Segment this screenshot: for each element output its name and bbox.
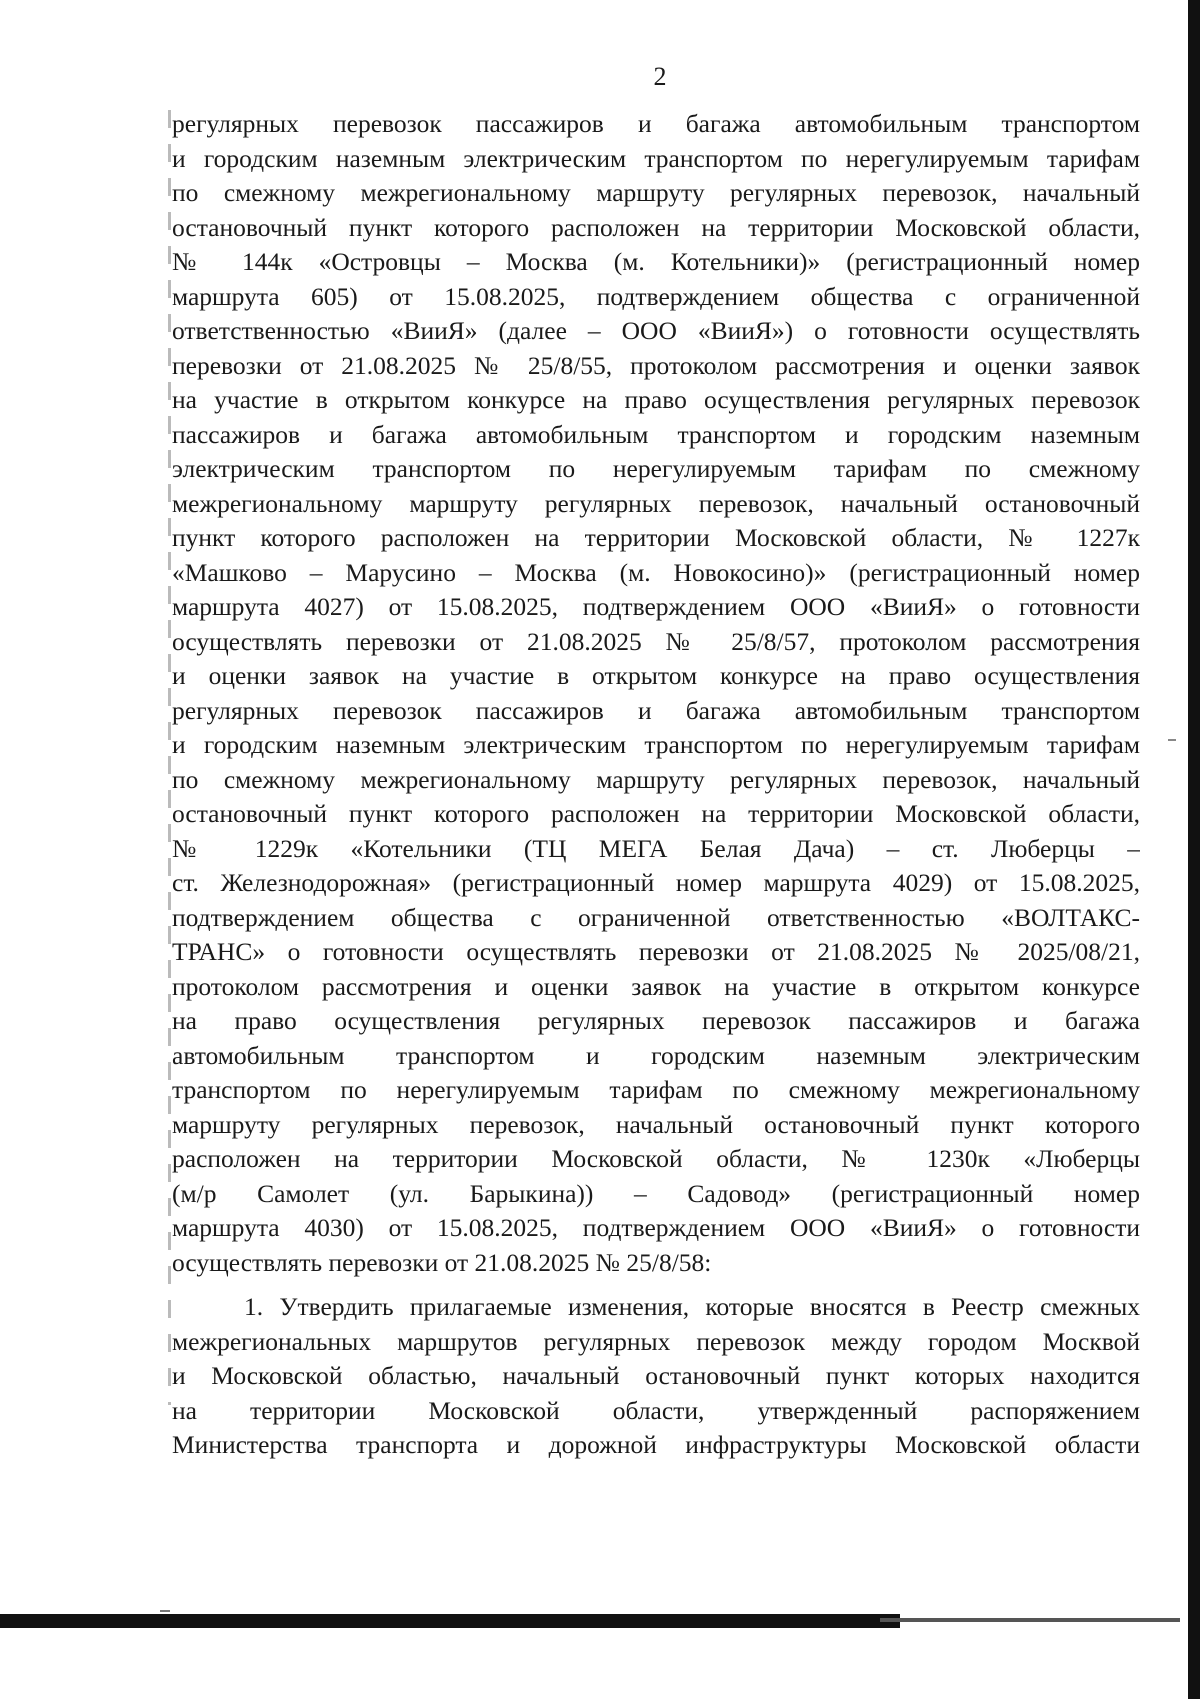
paragraph-spacer bbox=[172, 1280, 1140, 1290]
text-line: маршрута 605) от 15.08.2025, подтверждением общества с ограниченной bbox=[172, 281, 1140, 311]
text-line: на территории Московской области, утвержденный распоряжением bbox=[172, 1395, 1140, 1425]
text-line: автомобильным транспортом и городским наземным электрическим bbox=[172, 1040, 1140, 1070]
text-line: остановочный пункт которого расположен на территории Московской области, bbox=[172, 799, 1140, 828]
text-line: межрегиональных маршрутов регулярных перевозок между городом Москвой bbox=[172, 1326, 1140, 1356]
text-line: регулярных перевозок пассажиров и багажа автомобильным транспортом bbox=[172, 695, 1140, 725]
text-line: на участие в открытом конкурсе на право осуществления регулярных перевозок bbox=[172, 385, 1140, 414]
text-line: межрегиональному маршруту регулярных перевозок, начальный остановочный bbox=[172, 488, 1140, 518]
text-line: на право осуществления регулярных перевозок пассажиров и багажа bbox=[172, 1006, 1140, 1035]
scan-speck-artifact bbox=[1168, 739, 1176, 741]
scan-left-edge-artifact bbox=[168, 110, 171, 1405]
text-line: протоколом рассмотрения и оценки заявок на участие в открытом конкурсе bbox=[172, 971, 1140, 1001]
paragraph-preamble bbox=[172, 107, 1140, 1280]
text-line: и городским наземным электрическим транспортом по нерегулируемым тарифам bbox=[172, 143, 1140, 173]
text-line: «Машково – Марусино – Москва (м. Новокосино)» (регистрационный номер bbox=[172, 557, 1140, 587]
text-line: и оценки заявок на участие в открытом конкурсе на право осуществления bbox=[172, 661, 1140, 690]
text-line: 1. Утвердить прилагаемые изменения, которые вносятся в Реестр смежных bbox=[244, 1292, 1140, 1321]
text-line: расположен на территории Московской области, № 1230к «Люберцы bbox=[172, 1144, 1140, 1173]
text-line: пункт которого расположен на территории Московской области, № 1227к bbox=[172, 523, 1140, 552]
text-line: ст. Железнодорожная» (регистрационный номер маршрута 4029) от 15.08.2025, bbox=[172, 868, 1140, 897]
text-line: по смежному межрегиональному маршруту регулярных перевозок, начальный bbox=[172, 764, 1140, 794]
text-line: и городским наземным электрическим транспортом по нерегулируемым тарифам bbox=[172, 730, 1140, 759]
text-line: и Московской областью, начальный остановочный пункт которых находится bbox=[172, 1361, 1140, 1390]
text-line: пассажиров и багажа автомобильным транспортом и городским наземным bbox=[172, 419, 1140, 449]
text-line: подтверждением общества с ограниченной ответственностью «ВОЛТАКС- bbox=[172, 902, 1140, 932]
text-line: перевозки от 21.08.2025 № 25/8/55, протоколом рассмотрения и оценки заявок bbox=[172, 350, 1140, 380]
text-line: ТРАНС» о готовности осуществлять перевозки от 21.08.2025 № 2025/08/21, bbox=[172, 937, 1140, 966]
text-line: маршрута 4027) от 15.08.2025, подтверждением ООО «ВииЯ» о готовности bbox=[172, 592, 1140, 621]
text-line: № 1229к «Котельники (ТЦ МЕГА Белая Дача) – ст. Люберцы – bbox=[172, 833, 1140, 863]
scan-bottom-edge-tail bbox=[880, 1618, 1180, 1622]
scan-speck-artifact bbox=[160, 1610, 170, 1612]
scan-right-edge-artifact bbox=[1188, 0, 1200, 1699]
text-line: регулярных перевозок пассажиров и багажа автомобильным транспортом bbox=[172, 109, 1140, 138]
text-line: ответственностью «ВииЯ» (далее – ООО «ВииЯ») о готовности осуществлять bbox=[172, 316, 1140, 345]
text-line: маршрута 4030) от 15.08.2025, подтверждением ООО «ВииЯ» о готовности bbox=[172, 1213, 1140, 1242]
text-line: маршруту регулярных перевозок, начальный остановочный пункт которого bbox=[172, 1109, 1140, 1139]
text-line: электрическим транспортом по нерегулируемым тарифам по смежному bbox=[172, 454, 1140, 483]
scan-bottom-edge-artifact bbox=[0, 1614, 900, 1628]
paragraph-item-1 bbox=[172, 1290, 1140, 1463]
text-line: (м/р Самолет (ул. Барыкина)) – Садовод» (регистрационный номер bbox=[172, 1178, 1140, 1208]
text-line: осуществлять перевозки от 21.08.2025 № 25/8/57, протоколом рассмотрения bbox=[172, 626, 1140, 656]
text-line: по смежному межрегиональному маршруту регулярных перевозок, начальный bbox=[172, 178, 1140, 207]
text-line: транспортом по нерегулируемым тарифам по смежному межрегиональному bbox=[172, 1075, 1140, 1104]
text-line: Министерства транспорта и дорожной инфраструктуры Московской области bbox=[172, 1430, 1140, 1459]
text-line: осуществлять перевозки от 21.08.2025 № 25/8/58: bbox=[172, 1247, 712, 1277]
text-line: остановочный пункт которого расположен на территории Московской области, bbox=[172, 212, 1140, 242]
page-number: 2 bbox=[653, 62, 667, 91]
text-line: № 144к «Островцы – Москва (м. Котельники)» (регистрационный номер bbox=[172, 247, 1140, 276]
document-body bbox=[172, 107, 1140, 1463]
